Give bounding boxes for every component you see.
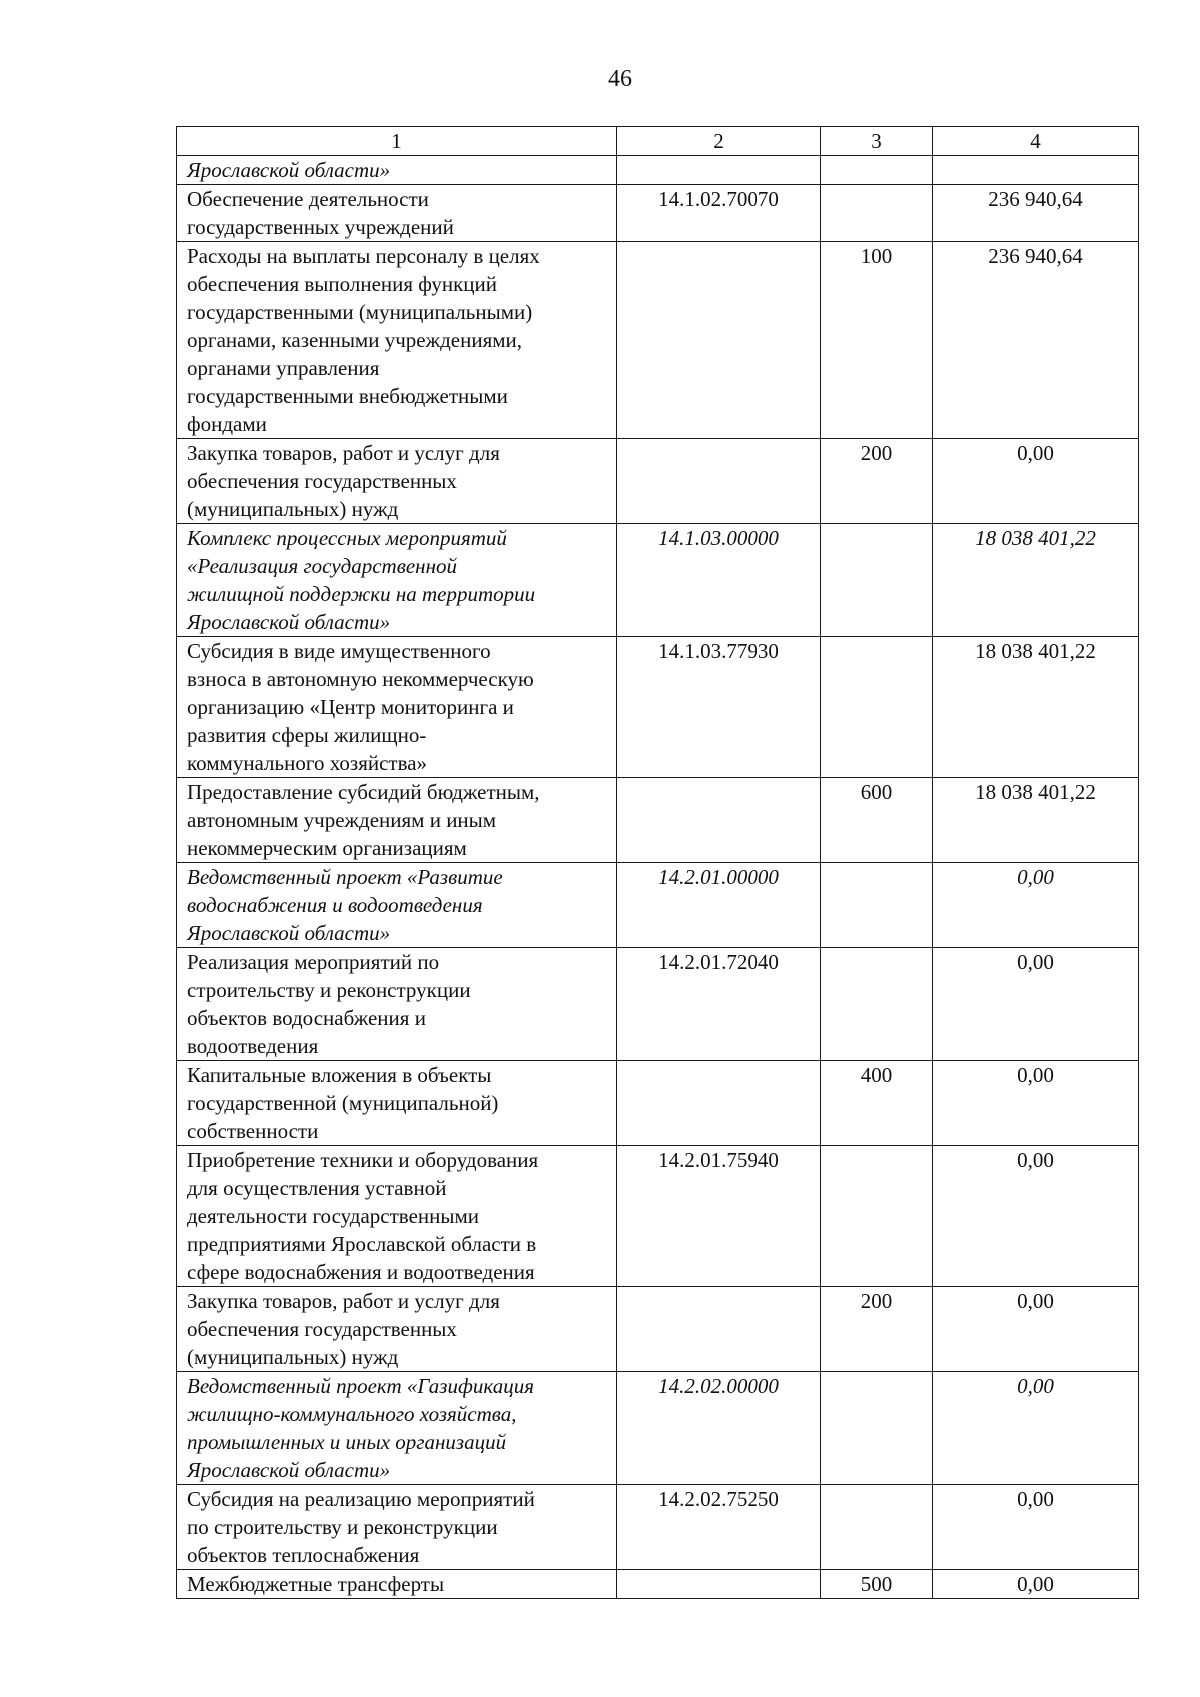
row-name-cell: Субсидия в виде имущественного взноса в автономную некоммерческую организацию «Центр мониторинга и развития сферы жилищно- коммунального хозяйства»	[177, 637, 617, 778]
table-row	[177, 242, 1139, 439]
row-amount-cell: 0,00	[933, 1570, 1139, 1599]
row-name-cell: Капитальные вложения в объекты государственной (муниципальной) собственности	[177, 1061, 617, 1146]
row-name-cell: Закупка товаров, работ и услуг для обеспечения государственных (муниципальных) нужд	[177, 439, 617, 524]
row-name-cell: Ведомственный проект «Газификация жилищно-коммунального хозяйства, промышленных и иных организаций Ярославской области»	[177, 1372, 617, 1485]
row-expense-type-cell	[821, 948, 933, 1061]
row-code-cell: 14.2.01.75940	[617, 1146, 821, 1287]
row-expense-type-cell: 100	[821, 242, 933, 439]
row-expense-type-cell	[821, 185, 933, 242]
row-amount-cell: 0,00	[933, 1146, 1139, 1287]
column-header-2: 2	[617, 127, 821, 156]
table-row	[177, 524, 1139, 637]
row-amount-cell: 18 038 401,22	[933, 637, 1139, 778]
table-row	[177, 863, 1139, 948]
table-header-row	[177, 127, 1139, 156]
row-expense-type-cell: 400	[821, 1061, 933, 1146]
row-code-cell	[617, 1287, 821, 1372]
table-row	[177, 1485, 1139, 1570]
column-header-3: 3	[821, 127, 933, 156]
column-header-1: 1	[177, 127, 617, 156]
table-row	[177, 1570, 1139, 1599]
table-row	[177, 778, 1139, 863]
row-amount-cell: 0,00	[933, 948, 1139, 1061]
row-amount-cell: 0,00	[933, 1372, 1139, 1485]
row-name-cell: Субсидия на реализацию мероприятий по строительству и реконструкции объектов теплоснабжения	[177, 1485, 617, 1570]
row-code-cell: 14.2.01.72040	[617, 948, 821, 1061]
row-amount-cell: 18 038 401,22	[933, 524, 1139, 637]
row-expense-type-cell	[821, 524, 933, 637]
row-expense-type-cell	[821, 1372, 933, 1485]
row-expense-type-cell	[821, 637, 933, 778]
row-amount-cell: 236 940,64	[933, 242, 1139, 439]
row-name-cell: Предоставление субсидий бюджетным, автономным учреждениям и иным некоммерческим организациям	[177, 778, 617, 863]
row-code-cell	[617, 1061, 821, 1146]
row-expense-type-cell: 200	[821, 1287, 933, 1372]
row-code-cell: 14.1.02.70070	[617, 185, 821, 242]
row-expense-type-cell: 200	[821, 439, 933, 524]
row-amount-cell: 0,00	[933, 1287, 1139, 1372]
row-amount-cell: 0,00	[933, 863, 1139, 948]
row-code-cell: 14.2.01.00000	[617, 863, 821, 948]
row-name-cell: Комплекс процессных мероприятий «Реализация государственной жилищной поддержки на территории Ярославской области»	[177, 524, 617, 637]
row-name-cell: Расходы на выплаты персоналу в целях обеспечения выполнения функций государственными (муниципальными) органами, казенными учреждениями, органами управления государственными внебюджетными фондами	[177, 242, 617, 439]
row-amount-cell: 0,00	[933, 1485, 1139, 1570]
row-amount-cell: 0,00	[933, 439, 1139, 524]
row-name-cell: Реализация мероприятий по строительству и реконструкции объектов водоснабжения и водоотведения	[177, 948, 617, 1061]
table-row	[177, 1372, 1139, 1485]
row-name-cell: Ярославской области»	[177, 156, 617, 185]
table-row	[177, 1061, 1139, 1146]
column-header-4: 4	[933, 127, 1139, 156]
row-code-cell: 14.2.02.00000	[617, 1372, 821, 1485]
row-code-cell	[617, 242, 821, 439]
row-amount-cell: 18 038 401,22	[933, 778, 1139, 863]
table-row	[177, 156, 1139, 185]
row-expense-type-cell	[821, 1485, 933, 1570]
row-name-cell: Межбюджетные трансферты	[177, 1570, 617, 1599]
row-name-cell: Приобретение техники и оборудования для осуществления уставной деятельности государственными предприятиями Ярославской области в сфере водоснабжения и водоотведения	[177, 1146, 617, 1287]
table-row	[177, 1287, 1139, 1372]
page-number: 46	[608, 66, 632, 92]
row-code-cell: 14.1.03.77930	[617, 637, 821, 778]
row-name-cell: Ведомственный проект «Развитие водоснабжения и водоотведения Ярославской области»	[177, 863, 617, 948]
row-name-cell: Закупка товаров, работ и услуг для обеспечения государственных (муниципальных) нужд	[177, 1287, 617, 1372]
row-code-cell: 14.2.02.75250	[617, 1485, 821, 1570]
row-code-cell	[617, 156, 821, 185]
table-row	[177, 948, 1139, 1061]
row-expense-type-cell: 600	[821, 778, 933, 863]
row-name-cell: Обеспечение деятельности государственных учреждений	[177, 185, 617, 242]
row-expense-type-cell	[821, 1146, 933, 1287]
table-row	[177, 1146, 1139, 1287]
row-code-cell	[617, 1570, 821, 1599]
row-expense-type-cell	[821, 156, 933, 185]
budget-table	[176, 126, 1139, 1599]
row-expense-type-cell: 500	[821, 1570, 933, 1599]
row-amount-cell: 0,00	[933, 1061, 1139, 1146]
table-row	[177, 637, 1139, 778]
table-row	[177, 185, 1139, 242]
row-code-cell	[617, 778, 821, 863]
table-row	[177, 439, 1139, 524]
row-amount-cell: 236 940,64	[933, 185, 1139, 242]
row-amount-cell	[933, 156, 1139, 185]
row-code-cell: 14.1.03.00000	[617, 524, 821, 637]
row-expense-type-cell	[821, 863, 933, 948]
row-code-cell	[617, 439, 821, 524]
